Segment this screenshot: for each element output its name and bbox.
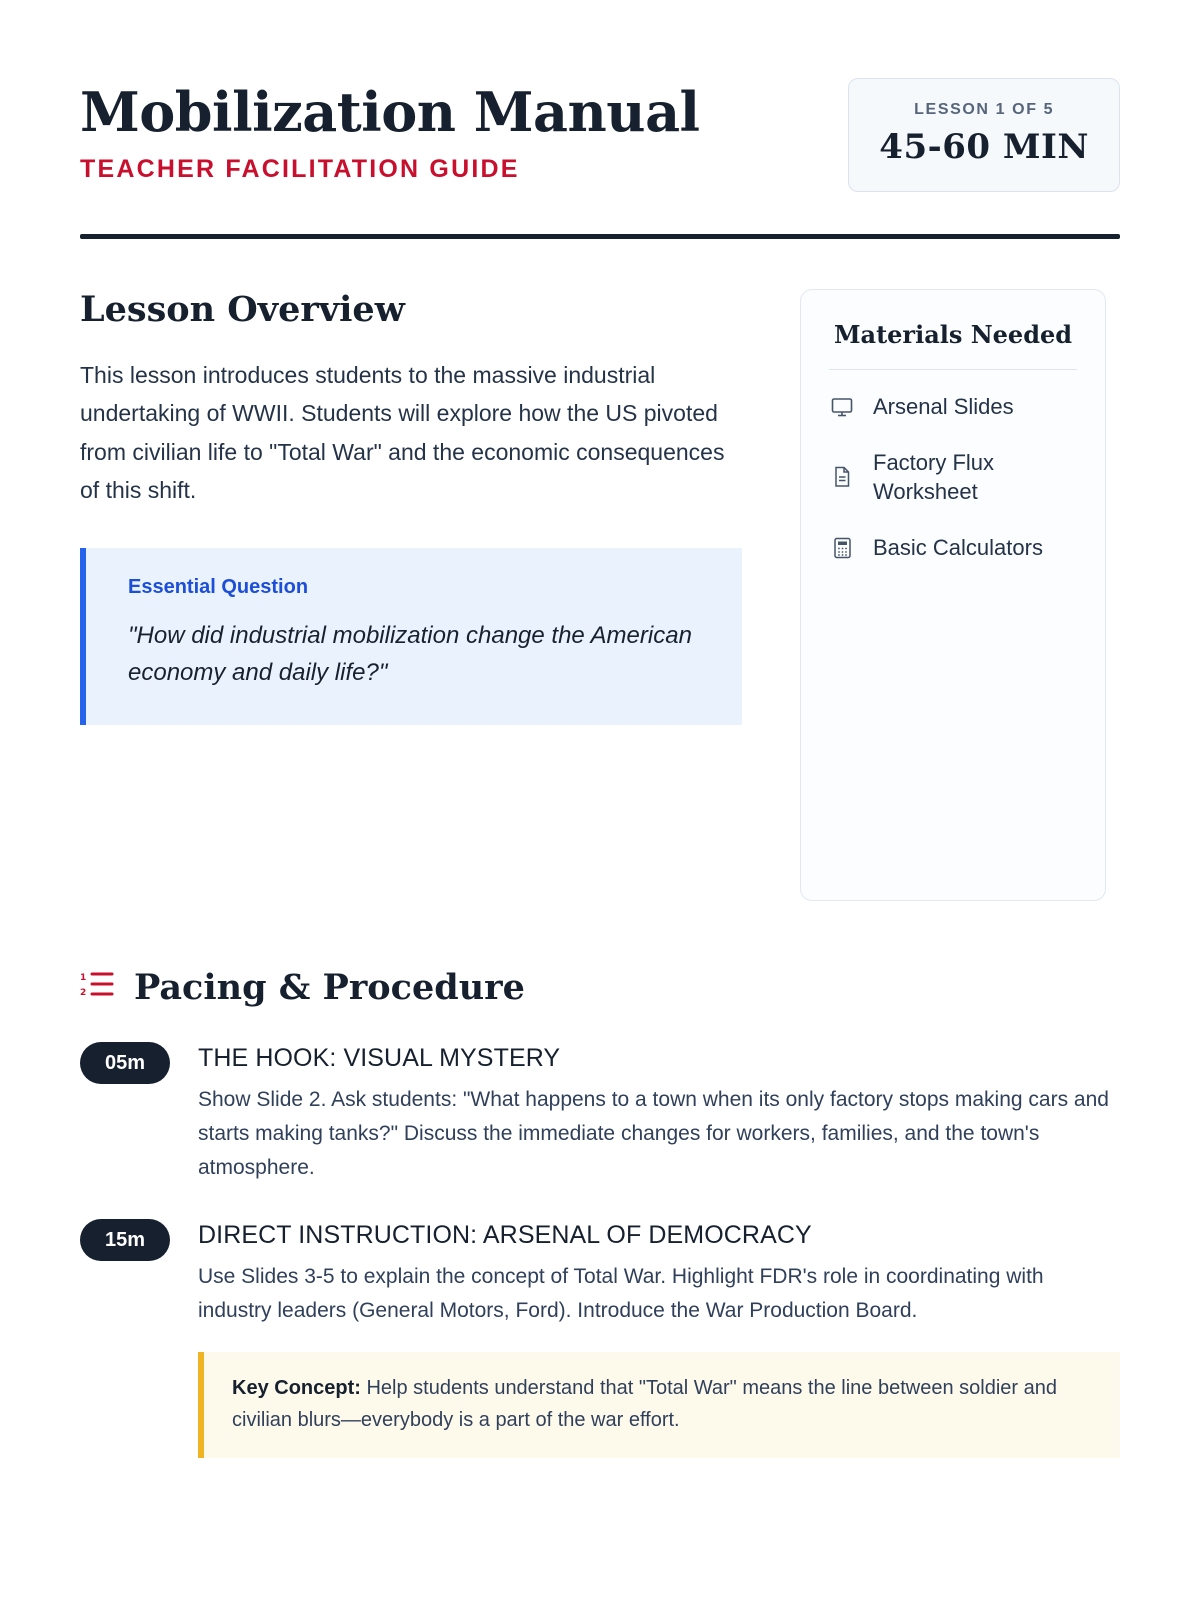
step-duration-badge: 05m <box>80 1042 170 1084</box>
monitor-icon <box>829 395 855 419</box>
material-item <box>829 448 1077 507</box>
lesson-count-label: LESSON 1 OF 5 <box>914 101 1055 118</box>
overview-heading: Lesson Overview <box>80 289 405 330</box>
document-icon <box>829 466 855 488</box>
step-text: Use Slides 3-5 to explain the concept of Total War. Highlight FDR's role in coordinating with industry leaders (General Motors, Ford). Introduce the War Production Board. <box>198 1265 1044 1323</box>
pacing-step <box>80 1042 1120 1185</box>
page-header <box>80 78 1120 192</box>
step-duration-badge: 15m <box>80 1219 170 1261</box>
lesson-duration-badge <box>848 78 1120 192</box>
essential-question-quote: "How did industrial mobilization change the American economy and daily life?" <box>128 621 692 686</box>
materials-column <box>800 289 1106 901</box>
step-title: THE HOOK: VISUAL MYSTERY <box>198 1044 561 1072</box>
svg-text:2: 2 <box>80 988 87 998</box>
material-label: Arsenal Slides <box>873 394 1014 419</box>
svg-text:1: 1 <box>80 973 87 983</box>
step-body <box>198 1219 1120 1458</box>
pacing-header <box>80 967 1120 1008</box>
key-concept-text: Help students understand that "Total War" means the line between soldier and civilian blurs—everybody is a part of the war effort. <box>232 1377 1057 1432</box>
pacing-step <box>80 1219 1120 1458</box>
materials-card <box>800 289 1106 901</box>
material-label: Basic Calculators <box>873 535 1043 561</box>
header-divider <box>80 234 1120 239</box>
materials-divider <box>829 369 1077 370</box>
overview-paragraph: This lesson introduces students to the massive industrial undertaking of WWII. Students will explore how the US pivoted from civilian life to "Total War" and the economic consequences of this shift. <box>80 362 725 504</box>
step-body <box>198 1042 1120 1185</box>
essential-question-callout <box>80 548 742 725</box>
material-item <box>829 533 1077 563</box>
body-grid <box>80 289 1120 901</box>
overview-column <box>80 289 742 725</box>
key-concept-note <box>198 1352 1120 1458</box>
step-title: DIRECT INSTRUCTION: ARSENAL OF DEMOCRACY <box>198 1221 812 1250</box>
material-item <box>829 392 1077 422</box>
materials-heading: Materials Needed <box>833 320 1073 349</box>
pacing-heading: Pacing & Procedure <box>134 967 525 1008</box>
key-concept-label: Key Concept: <box>232 1377 361 1400</box>
ordered-list-icon <box>80 968 114 1007</box>
material-label: Factory Flux Worksheet <box>873 449 995 505</box>
title-block <box>80 78 700 184</box>
essential-question-label: Essential Question <box>128 575 309 598</box>
page-subtitle: TEACHER FACILITATION GUIDE <box>80 154 520 183</box>
step-text: Show Slide 2. Ask students: "What happens to a town when its only factory stops making cars and starts making tanks?" Discuss the immediate changes for workers, families, and the town's atmosphere. <box>198 1088 1109 1180</box>
calculator-icon <box>829 537 855 559</box>
page-title: Mobilization Manual <box>80 80 700 144</box>
lesson-duration-value: 45-60 MIN <box>879 127 1089 167</box>
